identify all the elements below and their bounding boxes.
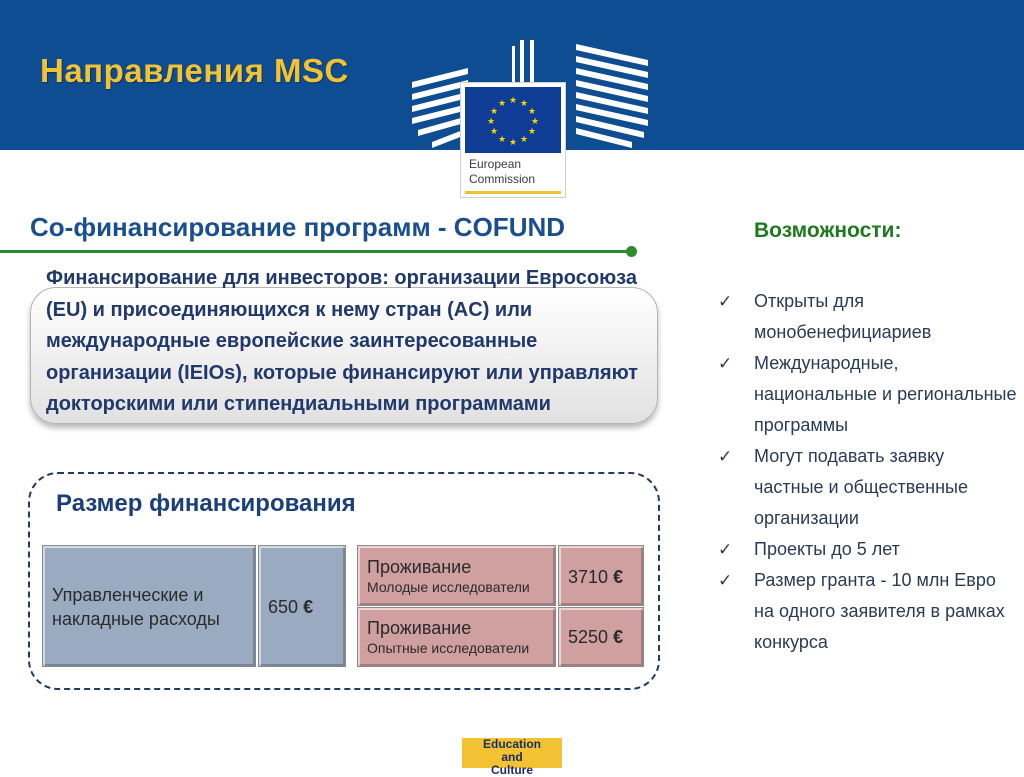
svg-text:★: ★ xyxy=(497,135,507,145)
investors-description: Финансирование для инвесторов: организации Евросоюза (EU) и присоединяющихся к нему стран (AC) или международные европейские заинтересованные организации (IEIOs), которые финансируют или управляют докторскими или стипендиальными программами xyxy=(46,267,638,415)
svg-text:★: ★ xyxy=(489,107,499,117)
svg-text:★: ★ xyxy=(527,127,537,137)
badge-line3: Culture xyxy=(491,763,533,777)
living-young-sublabel: Молодые исследователи xyxy=(367,579,530,595)
living-experienced-amount-value: 5250 xyxy=(568,627,609,647)
svg-text:★: ★ xyxy=(530,117,540,127)
euro-sign: € xyxy=(303,597,314,617)
svg-text:★: ★ xyxy=(519,99,529,109)
badge-line1: Education xyxy=(482,737,541,751)
ec-logo-line1: European xyxy=(469,157,522,171)
list-item-text: Могут подавать заявку частные и общественные организации xyxy=(754,446,968,528)
svg-text:★: ★ xyxy=(508,96,518,106)
living-experienced-cell xyxy=(357,607,556,667)
checkmark-icon: ✓ xyxy=(718,447,733,466)
section-title: Со-финансирование программ - COFUND xyxy=(30,212,566,242)
ec-logo-rule xyxy=(465,191,561,194)
list-item-text: Открыты для монобенефициариев xyxy=(754,291,932,342)
checkmark-icon: ✓ xyxy=(718,571,733,590)
living-young-amount-value: 3710 xyxy=(568,567,609,587)
ec-logo-line2: Commission xyxy=(469,172,536,186)
euro-sign: € xyxy=(613,627,624,647)
opportunities-list xyxy=(718,286,1018,658)
management-amount-value: 650 xyxy=(268,597,299,617)
living-experienced-label: Проживание xyxy=(367,618,472,638)
list-item-text: Международные, национальные и региональные программы xyxy=(754,353,1017,435)
living-young-amount xyxy=(568,565,623,589)
management-amount-cell xyxy=(258,545,346,667)
living-experienced-amount xyxy=(568,625,623,649)
living-experienced-amount-cell xyxy=(558,607,644,667)
section-rule xyxy=(0,250,632,253)
education-culture-badge xyxy=(462,737,562,777)
living-young-cell xyxy=(357,545,556,606)
list-item-text: Размер гранта - 10 млн Евро на одного заявителя в рамках конкурса xyxy=(754,570,1005,652)
checkmark-icon: ✓ xyxy=(718,292,733,311)
funding-title: Размер финансирования xyxy=(56,490,356,517)
living-experienced-sublabel: Опытные исследователи xyxy=(367,640,530,656)
management-costs-label: Управленческие и накладные расходы xyxy=(52,585,220,629)
list-item xyxy=(718,441,1018,534)
svg-text:★: ★ xyxy=(497,99,507,109)
svg-text:★: ★ xyxy=(519,135,529,145)
list-item xyxy=(718,534,1018,565)
svg-text:★: ★ xyxy=(508,138,518,148)
list-item xyxy=(718,286,1018,348)
badge-line2: and xyxy=(501,750,523,764)
euro-sign: € xyxy=(613,567,624,587)
list-item xyxy=(718,565,1018,658)
slide-title: Направления MSC xyxy=(40,52,349,89)
european-commission-logo xyxy=(460,82,566,198)
list-item-text: Проекты до 5 лет xyxy=(754,539,900,559)
section-rule-dot xyxy=(626,246,637,257)
eu-flag-icon xyxy=(465,87,561,153)
svg-text:★: ★ xyxy=(527,107,537,117)
checkmark-icon: ✓ xyxy=(718,354,733,373)
living-young-amount-cell xyxy=(558,545,644,606)
living-young-label: Проживание xyxy=(367,557,472,577)
svg-text:★: ★ xyxy=(486,117,496,127)
checkmark-icon: ✓ xyxy=(718,540,733,559)
management-amount xyxy=(268,595,313,619)
list-item xyxy=(718,348,1018,441)
svg-text:★: ★ xyxy=(489,127,499,137)
opportunities-title: Возможности: xyxy=(754,219,902,242)
ec-logo-text xyxy=(469,157,535,187)
management-costs-cell xyxy=(42,545,256,667)
